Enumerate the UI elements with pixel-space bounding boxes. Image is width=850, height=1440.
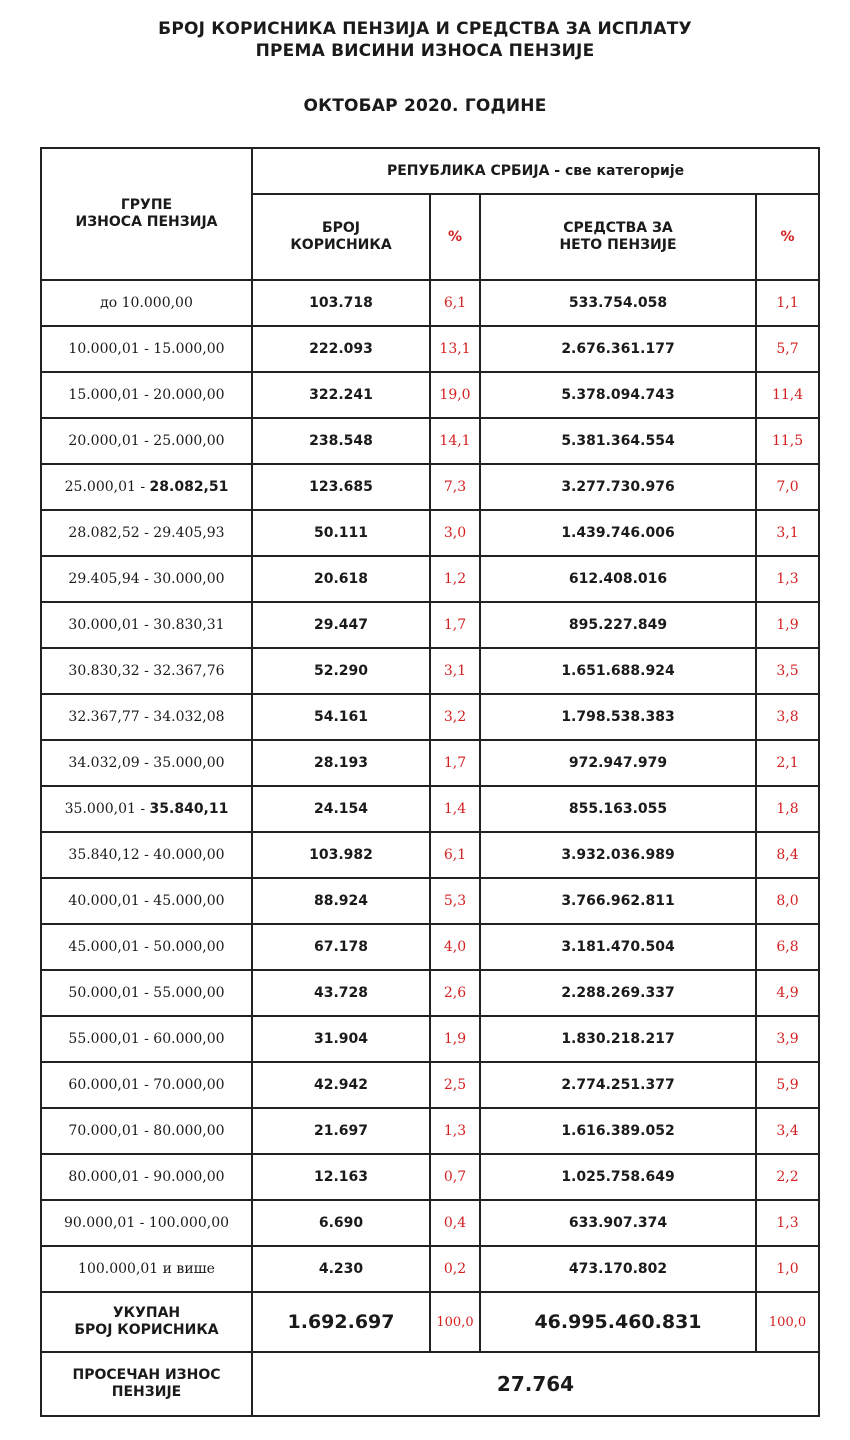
table-row — [41, 326, 819, 372]
funds-pct: 4,9 — [756, 970, 819, 1016]
table-row — [41, 786, 819, 832]
users-count: 28.193 — [252, 740, 430, 786]
users-pct: 3,0 — [430, 510, 480, 556]
funds-amount: 1.830.218.217 — [480, 1016, 756, 1062]
funds-pct: 3,1 — [756, 510, 819, 556]
users-pct: 6,1 — [430, 832, 480, 878]
funds-pct: 6,8 — [756, 924, 819, 970]
average-label — [41, 1352, 252, 1416]
funds-amount: 2.676.361.177 — [480, 326, 756, 372]
users-count: 6.690 — [252, 1200, 430, 1246]
funds-amount: 5.378.094.743 — [480, 372, 756, 418]
funds-pct: 1,9 — [756, 602, 819, 648]
funds-pct: 3,9 — [756, 1016, 819, 1062]
table-row — [41, 740, 819, 786]
funds-amount: 612.408.016 — [480, 556, 756, 602]
users-pct: 1,7 — [430, 740, 480, 786]
users-pct: 1,7 — [430, 602, 480, 648]
users-pct: 5,3 — [430, 878, 480, 924]
funds-amount: 473.170.802 — [480, 1246, 756, 1292]
funds-amount: 533.754.058 — [480, 280, 756, 326]
total-label-line2: БРОЈ КОРИСНИКА — [74, 1322, 219, 1338]
users-count: 52.290 — [252, 648, 430, 694]
funds-pct-header: % — [756, 194, 819, 280]
group-range: 60.000,01 - 70.000,00 — [41, 1062, 252, 1108]
group-range: 29.405,94 - 30.000,00 — [41, 556, 252, 602]
average-row — [41, 1352, 819, 1416]
funds-amount: 3.277.730.976 — [480, 464, 756, 510]
funds-amount: 3.932.036.989 — [480, 832, 756, 878]
users-pct-header: % — [430, 194, 480, 280]
group-header-line1: ГРУПЕ — [120, 197, 173, 213]
users-count: 54.161 — [252, 694, 430, 740]
users-pct: 1,9 — [430, 1016, 480, 1062]
funds-pct: 2,2 — [756, 1154, 819, 1200]
users-pct: 7,3 — [430, 464, 480, 510]
group-range: 32.367,77 - 34.032,08 — [41, 694, 252, 740]
funds-amount: 633.907.374 — [480, 1200, 756, 1246]
users-count: 29.447 — [252, 602, 430, 648]
users-pct: 3,2 — [430, 694, 480, 740]
table-row — [41, 1016, 819, 1062]
table-row — [41, 372, 819, 418]
funds-header-line1: СРЕДСТВА ЗА — [563, 220, 673, 236]
period-title: ОКТОБАР 2020. ГОДИНЕ — [303, 96, 547, 116]
total-users-pct: 100,0 — [430, 1292, 480, 1352]
users-pct: 4,0 — [430, 924, 480, 970]
table-row — [41, 418, 819, 464]
users-count: 20.618 — [252, 556, 430, 602]
users-pct: 2,5 — [430, 1062, 480, 1108]
users-count: 24.154 — [252, 786, 430, 832]
group-range-end: 28.082,51 — [149, 479, 229, 495]
funds-amount: 1.025.758.649 — [480, 1154, 756, 1200]
users-count: 50.111 — [252, 510, 430, 556]
region-header: РЕПУБЛИКА СРБИЈА - све категорије — [252, 148, 819, 194]
group-header-line2: ИЗНОСА ПЕНЗИЈА — [75, 214, 218, 230]
funds-amount: 855.163.055 — [480, 786, 756, 832]
funds-pct: 2,1 — [756, 740, 819, 786]
users-header-line2: КОРИСНИКА — [290, 237, 392, 253]
group-range: 30.830,32 - 32.367,76 — [41, 648, 252, 694]
group-range: 80.000,01 - 90.000,00 — [41, 1154, 252, 1200]
table-row — [41, 1062, 819, 1108]
group-range: 40.000,01 - 45.000,00 — [41, 878, 252, 924]
table-row — [41, 1154, 819, 1200]
table-row — [41, 1108, 819, 1154]
group-range: 70.000,01 - 80.000,00 — [41, 1108, 252, 1154]
group-range-start: 35.000,01 - — [64, 801, 150, 817]
funds-pct: 1,1 — [756, 280, 819, 326]
users-pct: 13,1 — [430, 326, 480, 372]
funds-pct: 8,4 — [756, 832, 819, 878]
group-range — [41, 464, 252, 510]
table-row — [41, 464, 819, 510]
funds-pct: 7,0 — [756, 464, 819, 510]
pension-table — [40, 147, 820, 1417]
table-row — [41, 878, 819, 924]
funds-amount: 895.227.849 — [480, 602, 756, 648]
users-pct: 6,1 — [430, 280, 480, 326]
group-range: 50.000,01 - 55.000,00 — [41, 970, 252, 1016]
users-count: 238.548 — [252, 418, 430, 464]
users-count: 42.942 — [252, 1062, 430, 1108]
users-pct: 0,4 — [430, 1200, 480, 1246]
users-count: 31.904 — [252, 1016, 430, 1062]
funds-pct: 5,7 — [756, 326, 819, 372]
table-row — [41, 924, 819, 970]
average-label-line2: ПЕНЗИЈЕ — [111, 1384, 182, 1400]
total-users: 1.692.697 — [252, 1292, 430, 1352]
group-range: 20.000,01 - 25.000,00 — [41, 418, 252, 464]
group-range — [41, 786, 252, 832]
total-label — [41, 1292, 252, 1352]
funds-amount: 1.616.389.052 — [480, 1108, 756, 1154]
group-range: 15.000,01 - 20.000,00 — [41, 372, 252, 418]
funds-pct: 3,8 — [756, 694, 819, 740]
group-range-end: 35.840,11 — [149, 801, 229, 817]
group-range: 34.032,09 - 35.000,00 — [41, 740, 252, 786]
users-count: 67.178 — [252, 924, 430, 970]
funds-pct: 8,0 — [756, 878, 819, 924]
users-count: 88.924 — [252, 878, 430, 924]
funds-amount: 1.439.746.006 — [480, 510, 756, 556]
funds-amount: 3.766.962.811 — [480, 878, 756, 924]
total-label-line1: УКУПАН — [112, 1305, 181, 1321]
table-row — [41, 556, 819, 602]
users-pct: 2,6 — [430, 970, 480, 1016]
users-count: 4.230 — [252, 1246, 430, 1292]
funds-amount: 2.288.269.337 — [480, 970, 756, 1016]
funds-amount: 3.181.470.504 — [480, 924, 756, 970]
users-pct: 1,2 — [430, 556, 480, 602]
title-line-2: ПРЕМА ВИСИНИ ИЗНОСА ПЕНЗИЈЕ — [255, 41, 595, 61]
users-count: 103.718 — [252, 280, 430, 326]
average-label-line1: ПРОСЕЧАН ИЗНОС — [72, 1367, 221, 1383]
funds-pct: 11,5 — [756, 418, 819, 464]
group-range: 55.000,01 - 60.000,00 — [41, 1016, 252, 1062]
funds-amount: 1.651.688.924 — [480, 648, 756, 694]
table-row — [41, 602, 819, 648]
funds-pct: 3,5 — [756, 648, 819, 694]
table-row — [41, 970, 819, 1016]
users-header-line1: БРОЈ — [321, 220, 361, 236]
table-row — [41, 1246, 819, 1292]
total-funds: 46.995.460.831 — [480, 1292, 756, 1352]
users-count: 123.685 — [252, 464, 430, 510]
table-row — [41, 280, 819, 326]
funds-pct: 1,0 — [756, 1246, 819, 1292]
group-range-start: 25.000,01 - — [64, 479, 150, 495]
users-pct: 3,1 — [430, 648, 480, 694]
group-range: до 10.000,00 — [41, 280, 252, 326]
group-range: 45.000,01 - 50.000,00 — [41, 924, 252, 970]
table-row — [41, 648, 819, 694]
total-funds-pct: 100,0 — [756, 1292, 819, 1352]
users-count: 12.163 — [252, 1154, 430, 1200]
users-pct: 1,4 — [430, 786, 480, 832]
funds-pct: 1,3 — [756, 1200, 819, 1246]
funds-pct: 11,4 — [756, 372, 819, 418]
group-range: 28.082,52 - 29.405,93 — [41, 510, 252, 556]
users-pct: 1,3 — [430, 1108, 480, 1154]
users-count: 21.697 — [252, 1108, 430, 1154]
funds-header — [480, 194, 756, 280]
funds-amount: 1.798.538.383 — [480, 694, 756, 740]
funds-pct: 1,3 — [756, 556, 819, 602]
table-row — [41, 694, 819, 740]
funds-amount: 2.774.251.377 — [480, 1062, 756, 1108]
group-range: 90.000,01 - 100.000,00 — [41, 1200, 252, 1246]
total-row — [41, 1292, 819, 1352]
users-pct: 0,2 — [430, 1246, 480, 1292]
users-header — [252, 194, 430, 280]
group-range: 100.000,01 и више — [41, 1246, 252, 1292]
users-count: 103.982 — [252, 832, 430, 878]
users-pct: 0,7 — [430, 1154, 480, 1200]
funds-pct: 5,9 — [756, 1062, 819, 1108]
funds-amount: 972.947.979 — [480, 740, 756, 786]
group-range: 10.000,01 - 15.000,00 — [41, 326, 252, 372]
users-pct: 19,0 — [430, 372, 480, 418]
users-pct: 14,1 — [430, 418, 480, 464]
table-row — [41, 832, 819, 878]
users-count: 322.241 — [252, 372, 430, 418]
average-value: 27.764 — [252, 1352, 819, 1416]
group-range: 35.840,12 - 40.000,00 — [41, 832, 252, 878]
funds-pct: 1,8 — [756, 786, 819, 832]
table-row — [41, 510, 819, 556]
funds-header-line2: НЕТО ПЕНЗИЈЕ — [559, 237, 677, 253]
users-count: 222.093 — [252, 326, 430, 372]
group-range: 30.000,01 - 30.830,31 — [41, 602, 252, 648]
table-row — [41, 1200, 819, 1246]
funds-amount: 5.381.364.554 — [480, 418, 756, 464]
title-line-1: БРОЈ КОРИСНИКА ПЕНЗИЈА И СРЕДСТВА ЗА ИСПЛАТУ — [158, 19, 692, 39]
group-header — [41, 148, 252, 280]
users-count: 43.728 — [252, 970, 430, 1016]
funds-pct: 3,4 — [756, 1108, 819, 1154]
